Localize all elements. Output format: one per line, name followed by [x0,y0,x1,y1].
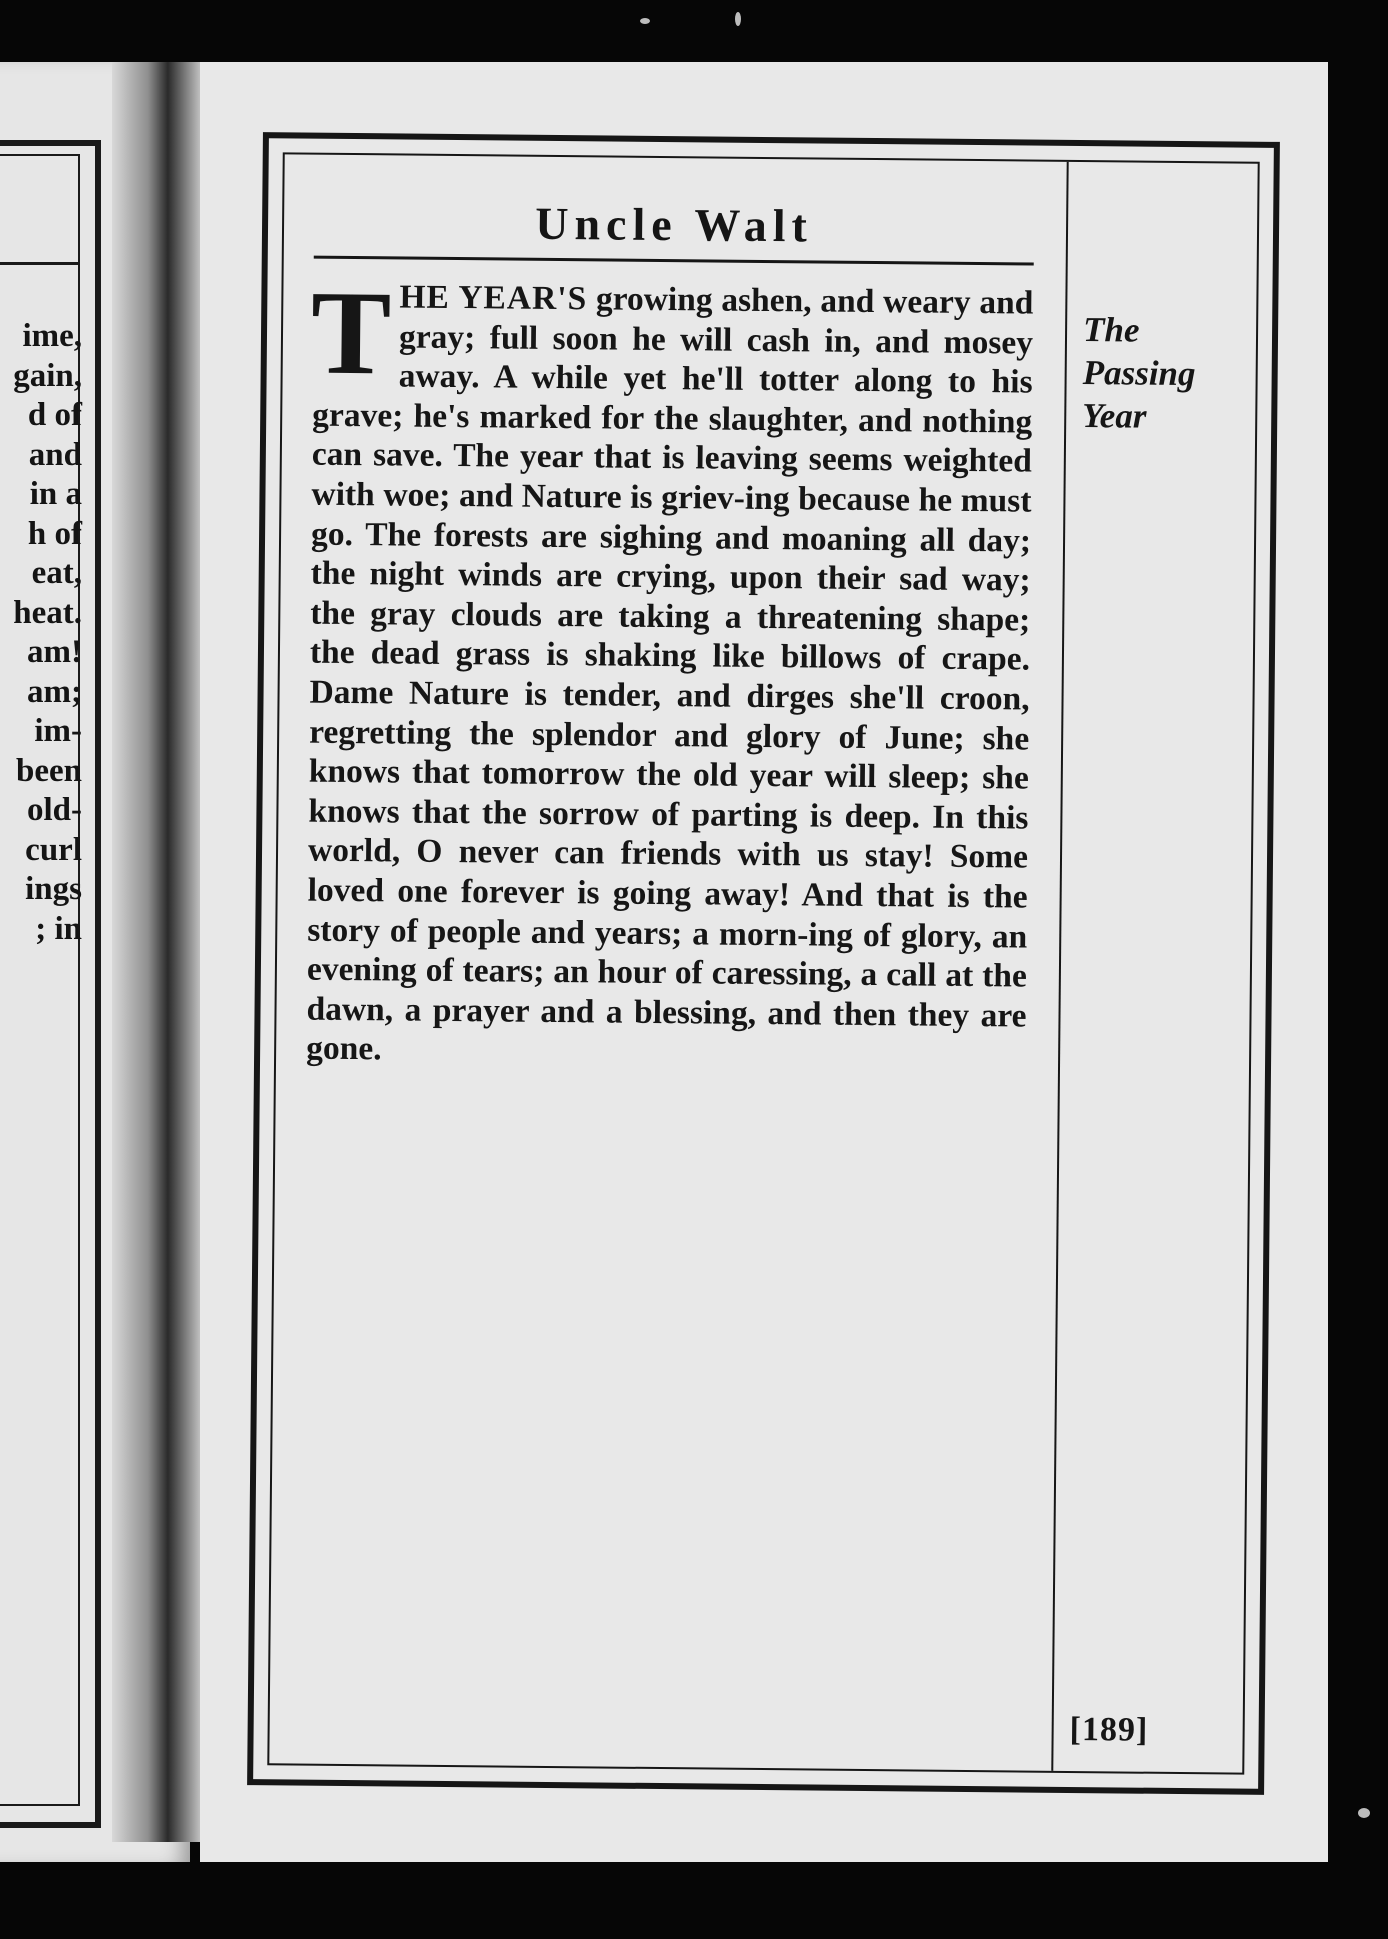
page-title: Uncle Walt [314,195,1035,266]
page-number: [189] [1069,1710,1149,1749]
left-fragment: old- [26,792,82,828]
scan-speck [1358,1808,1370,1818]
main-column [306,155,1035,1076]
left-fragment: eat, [31,555,82,591]
margin-divider [1051,162,1068,1771]
left-fragment: im- [34,713,82,749]
left-fragment: gain, [13,357,82,394]
left-fragment: curl [25,831,82,868]
left-fragment: in a [29,476,82,512]
drop-cap: T [310,265,392,400]
left-fragment: ; in [35,910,82,947]
body-text: growing ashen, and weary and gray; full soon he will cash in, and mosey away. A while yet he'll totter along to his grave; he's marked for the slaughter, and nothing can save. The year that is leaving seems weighted with woe; and Nature is griev-ing because he must go. The forests are sighing and moaning all day; the night winds are crying, upon their sad way; the gray clouds are taking a threatening shape; the dead grass is shaking like billows of crape. Dame Nature is tender, and dirges she'll croon, regretting the splendor and glory of June; she knows that tomorrow the old year will sleep; she knows that the sorrow of parting is deep. In this world, O never can friends with us stay! Some loved one forever is going away! And that is the story of people and years; a morn-ing of glory, an evening of tears; an hour of caressing, a call at the dawn, a prayer and a blessing, and then they are gone. [305,280,1034,1068]
left-fragment: heat. [13,594,82,631]
margin-note-line: Passing [1082,353,1196,394]
scan-speck [640,18,650,24]
left-fragment: ings [25,871,82,907]
left-fragment: h of [27,515,82,552]
right-page [200,62,1328,1862]
margin-note-line: The [1082,310,1140,350]
page-frame [247,132,1280,1795]
scan-speck [735,12,741,26]
left-fragment: and [28,436,82,473]
left-page-text [13,317,82,949]
left-fragment: am; [27,673,82,710]
left-fragment: d of [27,397,82,433]
margin-note [1082,308,1253,439]
left-fragment: ime, [22,318,82,354]
left-page-rule [0,262,78,265]
article-body [305,265,1034,1076]
book-gutter [112,62,202,1842]
left-fragment: been [16,752,82,789]
page-inner-frame [267,152,1259,1774]
margin-note-line: Year [1082,396,1147,436]
lead-caps: HE YEAR'S [399,278,588,318]
left-fragment: am! [27,634,82,670]
